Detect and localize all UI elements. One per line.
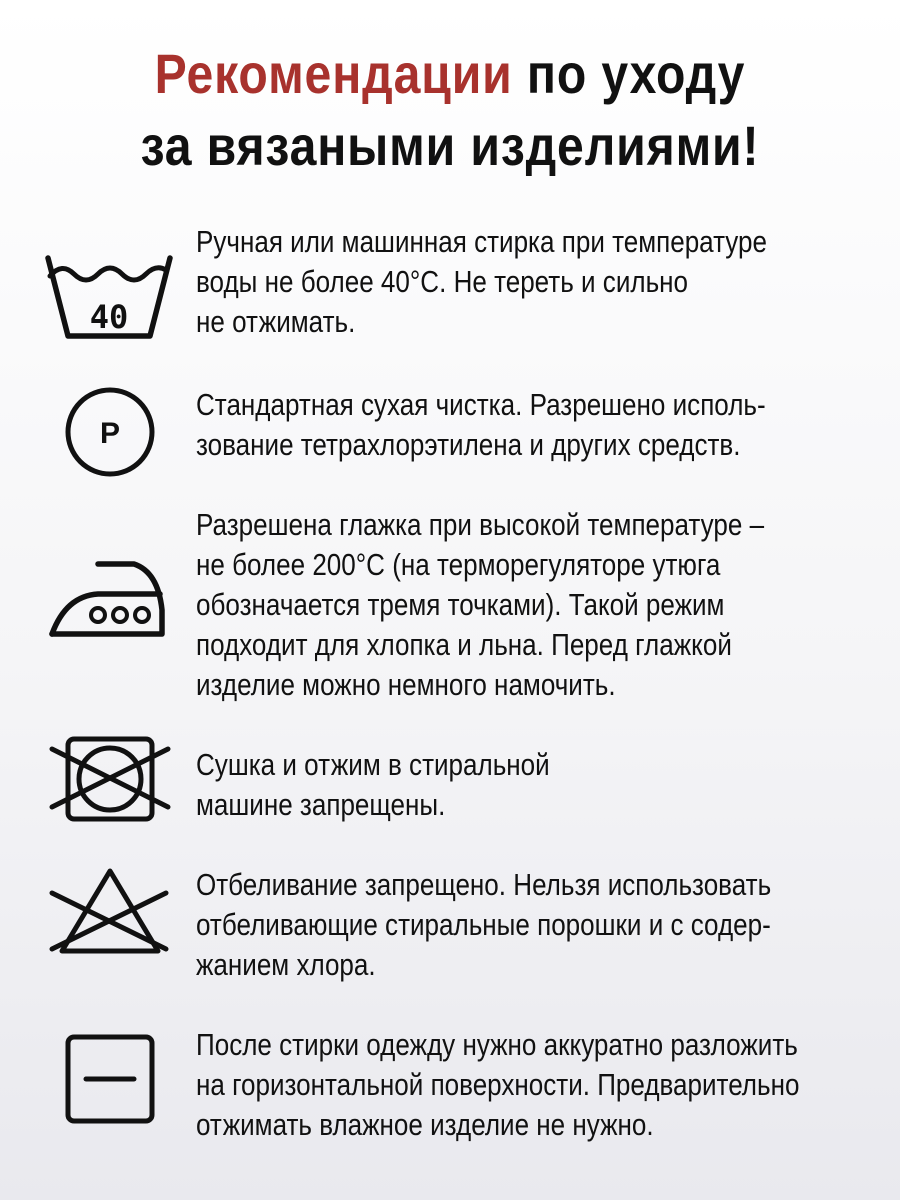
text-line: Сушка и отжим в стиральной (196, 747, 550, 782)
text-line: Ручная или машинная стирка при температуре (196, 224, 768, 259)
dry-clean-letter: P (99, 417, 121, 450)
page-title (63, 38, 837, 182)
text-line: не более 200°С (на терморегуляторе утюга (196, 547, 721, 582)
text-line: отбеливающие стиральные порошки и с содер- (196, 907, 771, 942)
care-text-dry-clean (196, 385, 776, 465)
care-text-no-bleach (196, 865, 776, 985)
care-text-iron (196, 505, 776, 705)
text-line: После стирки одежду нужно аккуратно разложить (196, 1027, 798, 1062)
text-line: подходит для хлопка и льна. Перед глажкой (196, 627, 732, 662)
wash-40-icon (40, 244, 180, 364)
text-line: на горизонтальной поверхности. Предварительно (196, 1067, 800, 1102)
text-line: воды не более 40°С. Не тереть и сильно (196, 264, 689, 299)
text-line: не отжимать. (196, 304, 356, 339)
text-line: Разрешена глажка при высокой температуре – (196, 507, 765, 542)
text-line: жанием хлора. (196, 947, 376, 982)
iron-three-dots-icon (40, 550, 180, 670)
title-line2: за вязаными изделиями! (140, 114, 760, 177)
dry-clean-p-icon (55, 377, 195, 497)
care-text-no-tumble-dry (196, 745, 776, 825)
care-text-dry-flat (196, 1025, 800, 1145)
text-line: изделие можно немного намочить. (196, 667, 616, 702)
text-line: обозначается тремя точками). Такой режим (196, 587, 725, 622)
text-line: машине запрещены. (196, 787, 446, 822)
no-tumble-dry-icon (40, 731, 180, 851)
text-line: отжимать влажное изделие не нужно. (196, 1107, 654, 1142)
no-bleach-icon (40, 865, 180, 985)
title-line1-rest: по уходу (512, 42, 746, 105)
text-line: Отбеливание запрещено. Нельзя использовать (196, 867, 772, 902)
text-line: Стандартная сухая чистка. Разрешено исполь- (196, 387, 766, 422)
text-line: зование тетрахлорэтилена и других средств. (196, 427, 741, 462)
care-text-wash (196, 222, 776, 342)
title-accent: Рекомендации (154, 42, 513, 105)
wash-temperature-label: 40 (89, 298, 129, 336)
dry-flat-icon (40, 1031, 180, 1151)
